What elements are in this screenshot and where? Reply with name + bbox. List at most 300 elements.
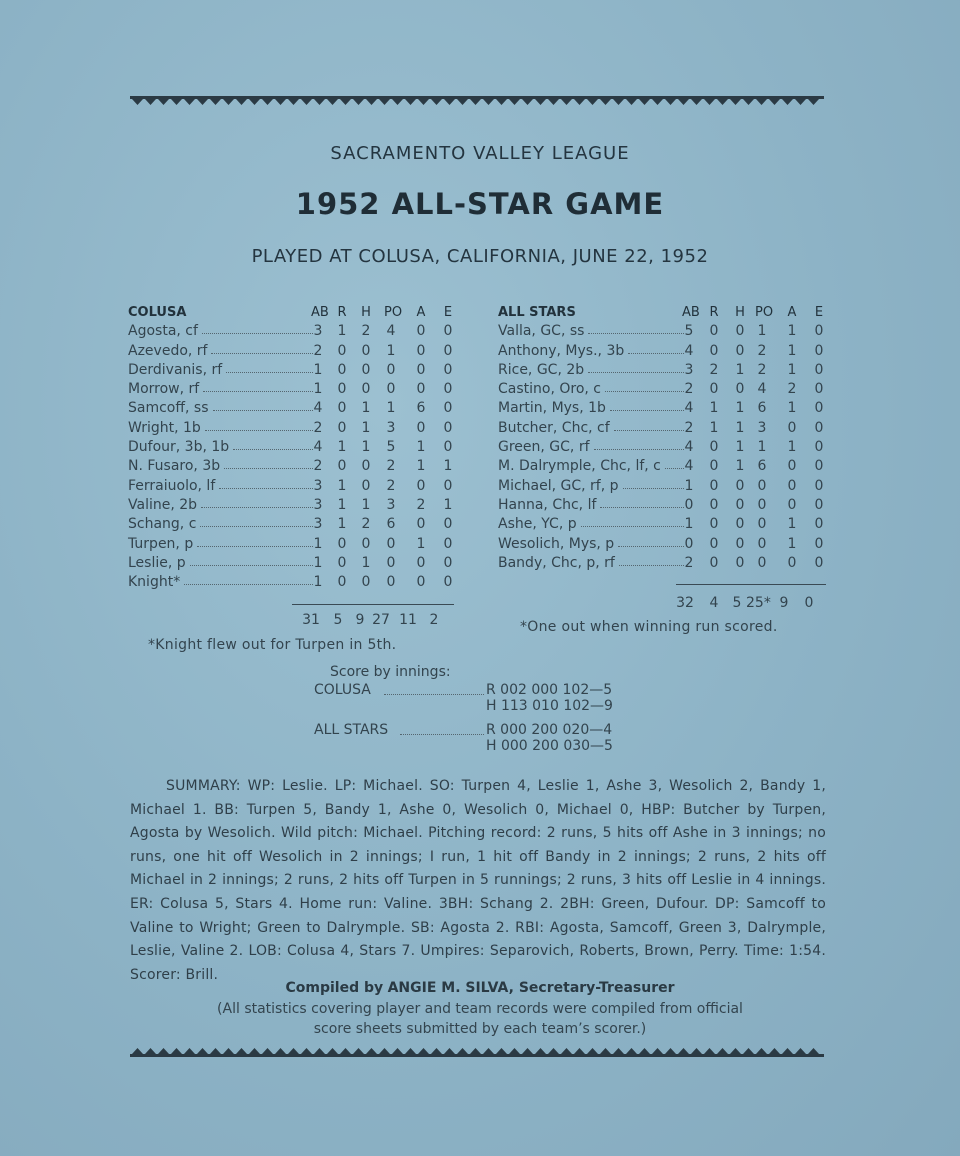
rule-triangle [301, 99, 312, 105]
player-row [498, 342, 832, 361]
stat-a: 0 [787, 477, 797, 494]
allstars-header-row [498, 303, 832, 322]
rule-triangle [431, 1048, 442, 1054]
stat-h: 1 [361, 496, 371, 513]
rule-triangle [782, 1048, 793, 1054]
player-name: Anthony, Mys., 3b [498, 342, 625, 359]
rule-triangle [574, 1048, 585, 1054]
stat-po: 0 [386, 574, 396, 591]
stat-h: 0 [735, 323, 745, 340]
stat-po: 0 [386, 361, 396, 378]
rule-triangle [184, 1048, 195, 1054]
player-row [498, 322, 832, 341]
player-row [498, 438, 832, 457]
rule-triangle [470, 1048, 481, 1054]
stat-r: 1 [337, 496, 347, 513]
dot-leader [205, 430, 313, 431]
stat-ab: 0 [684, 535, 694, 552]
rule-triangle [717, 1048, 728, 1054]
rule-triangle [158, 99, 169, 105]
player-name: Butcher, Chc, cf [498, 419, 610, 436]
stat-e: 0 [443, 361, 453, 378]
dot-leader [588, 372, 684, 373]
player-row [128, 380, 458, 399]
stat-r: 0 [709, 323, 719, 340]
stat-h: 0 [735, 477, 745, 494]
stat-h: 0 [361, 458, 371, 475]
rule-triangle [197, 99, 208, 105]
dot-leader [226, 372, 313, 373]
dot-leader [213, 410, 313, 411]
dot-leader [619, 565, 684, 566]
stat-h: 0 [735, 516, 745, 533]
stat-ab: 2 [313, 419, 323, 436]
rule-triangle [808, 1048, 819, 1054]
dot-leader [190, 565, 313, 566]
rule-triangle [288, 99, 299, 105]
allstars-box-score [498, 303, 832, 573]
player-row [498, 535, 832, 554]
stat-r: 1 [337, 323, 347, 340]
stat-po: 1 [386, 400, 396, 417]
player-row [128, 438, 458, 457]
player-row [128, 573, 458, 592]
dot-leader [184, 584, 313, 585]
stat-a: 1 [787, 342, 797, 359]
stat-r: 0 [337, 400, 347, 417]
stat-e: 0 [443, 439, 453, 456]
player-row [498, 361, 832, 380]
player-name: Agosta, cf [128, 323, 198, 340]
rule-triangle [483, 99, 494, 105]
stat-a: 2 [787, 381, 797, 398]
player-name: Derdivanis, rf [128, 361, 223, 378]
player-name: Martin, Mys, 1b [498, 400, 606, 417]
dot-leader [233, 449, 313, 450]
stat-ab: 1 [313, 574, 323, 591]
player-name: Leslie, p [128, 554, 186, 571]
dot-leader [610, 410, 684, 411]
rule-triangle [587, 1048, 598, 1054]
total-ab: 32 [676, 595, 694, 611]
rule-triangle [210, 1048, 221, 1054]
stat-ab: 4 [684, 400, 694, 417]
stat-a: 1 [787, 400, 797, 417]
dot-leader [594, 449, 684, 450]
stat-ab: 3 [313, 496, 323, 513]
dot-leader [211, 353, 313, 354]
stat-e: 0 [443, 477, 453, 494]
rule-triangle [236, 1048, 247, 1054]
score-by-innings-table [314, 682, 654, 754]
column-header-ab: AB [311, 305, 329, 320]
stat-po: 2 [386, 477, 396, 494]
stat-po: 2 [757, 361, 767, 378]
dot-leader [200, 526, 313, 527]
summary-text: SUMMARY: WP: Leslie. LP: Michael. SO: Turpen 4, Leslie 1, Ashe 3, Wesolich 2, Bandy 1, Michael 1. BB: Turpen 5, Bandy 1, Ashe 0, Wesolich 0, Michael 0, HBP: Butcher by Turpen, Agosta by Wesolich. Wild pitch: Michael. Pitching record: 2 runs, 5 hits off Ashe in 3 innings; no runs, one hit off Wesolich in 2 innings; I run, 1 hit off Bandy in 2 innings; 2 runs, 2 hits off Michael in 2 innings; 2 runs, 2 hits off Turpen in 5 runnings; 2 runs, 3 hits off Leslie in 4 innings. ER: Colusa 5, Stars 4. Home run: Valine. 3BH: Schang 2. 2BH: Green, Dufour. DP: Samcoff to Valine to Wright; Green to Dalrymple. SB: Agosta 2. RBI: Agosta, Samcoff, Green 3, Dalrymple, Leslie, Valine 2. LOB: Colusa 4, Stars 7. Umpires: Separovich, Roberts, Brown, Perry. Time: 1:54. Scorer: Brill. [130, 778, 826, 983]
stat-r: 0 [337, 381, 347, 398]
stat-r: 2 [709, 361, 719, 378]
stat-a: 1 [787, 535, 797, 552]
rule-triangle [197, 1048, 208, 1054]
rule-triangle [171, 99, 182, 105]
rule-triangle [561, 99, 572, 105]
stat-e: 0 [443, 419, 453, 436]
stat-ab: 1 [313, 554, 323, 571]
rule-triangle [522, 99, 533, 105]
stat-r: 0 [709, 381, 719, 398]
stat-ab: 4 [313, 439, 323, 456]
rule-triangle [314, 99, 325, 105]
total-a: 9 [779, 595, 789, 611]
player-row [498, 419, 832, 438]
player-row [498, 496, 832, 515]
rule-triangle [795, 99, 806, 105]
stat-po: 3 [386, 419, 396, 436]
rule-triangle [704, 1048, 715, 1054]
stat-h: 0 [735, 342, 745, 359]
rule-triangle [509, 99, 520, 105]
column-header-r: R [709, 305, 719, 320]
player-name: Knight* [128, 574, 181, 591]
player-row [128, 554, 458, 573]
stat-a: 0 [416, 554, 426, 571]
rule-triangle [717, 99, 728, 105]
rule-triangle [678, 99, 689, 105]
stat-h: 1 [735, 458, 745, 475]
player-name: Hanna, Chc, lf [498, 496, 597, 513]
rule-triangle [444, 99, 455, 105]
stat-h: 0 [361, 342, 371, 359]
stat-ab: 4 [684, 458, 694, 475]
total-r: 5 [333, 612, 343, 628]
rule-triangle [353, 99, 364, 105]
player-name: Turpen, p [128, 535, 194, 552]
rule-triangle [236, 99, 247, 105]
rule-triangle [184, 99, 195, 105]
stat-e: 0 [443, 574, 453, 591]
colusa-box-score [128, 303, 458, 592]
stat-a: 1 [787, 361, 797, 378]
statistics-note [0, 999, 960, 1039]
player-name: Bandy, Chc, p, rf [498, 554, 615, 571]
stat-ab: 3 [684, 361, 694, 378]
player-name: Valla, GC, ss [498, 323, 585, 340]
stat-e: 0 [443, 535, 453, 552]
stat-e: 0 [443, 516, 453, 533]
player-row [128, 361, 458, 380]
rule-triangle [457, 1048, 468, 1054]
column-header-po: PO [755, 305, 774, 320]
rule-triangle [379, 99, 390, 105]
stat-r: 0 [709, 439, 719, 456]
stat-e: 0 [443, 381, 453, 398]
stat-a: 1 [416, 439, 426, 456]
stat-po: 0 [757, 535, 767, 552]
rule-triangle [743, 1048, 754, 1054]
player-name: Castino, Oro, c [498, 381, 601, 398]
colusa-footnote: *Knight flew out for Turpen in 5th. [148, 637, 397, 653]
stat-a: 0 [416, 342, 426, 359]
dot-leader [588, 333, 684, 334]
stat-a: 1 [787, 323, 797, 340]
stat-h: 2 [361, 516, 371, 533]
stat-e: 0 [443, 342, 453, 359]
rule-triangle [366, 99, 377, 105]
player-name: Ferraiuolo, lf [128, 477, 216, 494]
stat-r: 0 [709, 535, 719, 552]
stat-a: 2 [416, 496, 426, 513]
dot-leader [623, 488, 684, 489]
column-header-e: E [814, 305, 824, 320]
score-team-name: ALL STARS [314, 722, 389, 738]
rule-triangle [340, 1048, 351, 1054]
total-h: 5 [732, 595, 742, 611]
rule-triangle [600, 99, 611, 105]
statistics-note-line-1: (All statistics covering player and team records were compiled from official [217, 1001, 743, 1017]
rule-triangle [275, 99, 286, 105]
player-name: Morrow, rf [128, 381, 200, 398]
dot-leader [197, 546, 313, 547]
rule-triangle [418, 99, 429, 105]
stat-a: 0 [787, 554, 797, 571]
stat-e: 0 [814, 361, 824, 378]
stat-ab: 2 [684, 419, 694, 436]
stat-e: 0 [814, 496, 824, 513]
rule-triangle [730, 99, 741, 105]
stat-r: 0 [709, 342, 719, 359]
rule-triangle [574, 99, 585, 105]
stat-a: 1 [787, 516, 797, 533]
stat-po: 0 [757, 554, 767, 571]
stat-ab: 2 [684, 554, 694, 571]
rule-triangle [652, 99, 663, 105]
rule-triangle [171, 1048, 182, 1054]
stat-e: 0 [814, 516, 824, 533]
stat-h: 0 [735, 496, 745, 513]
score-dot-leader [400, 734, 484, 735]
stat-a: 6 [416, 400, 426, 417]
player-row [128, 342, 458, 361]
rule-triangle [600, 1048, 611, 1054]
rule-triangle [691, 1048, 702, 1054]
player-row [498, 399, 832, 418]
stat-r: 0 [337, 361, 347, 378]
stat-h: 0 [361, 381, 371, 398]
stat-e: 0 [443, 554, 453, 571]
stat-a: 0 [416, 381, 426, 398]
dot-leader [618, 546, 684, 547]
score-dot-leader [384, 694, 484, 695]
stat-e: 0 [814, 381, 824, 398]
rule-triangle [210, 99, 221, 105]
team-name: ALL STARS [498, 305, 576, 320]
stat-ab: 2 [313, 458, 323, 475]
rule-triangle [444, 1048, 455, 1054]
rule-triangle [327, 1048, 338, 1054]
stat-ab: 3 [313, 323, 323, 340]
rule-triangle [262, 99, 273, 105]
stat-r: 0 [709, 477, 719, 494]
rule-triangle [730, 1048, 741, 1054]
player-row [128, 457, 458, 476]
player-name: Valine, 2b [128, 496, 198, 513]
score-runs-line: R 002 000 102—5 [486, 682, 613, 698]
score-runs-line: R 000 200 020—4 [486, 722, 613, 738]
rule-triangle [691, 99, 702, 105]
rule-triangle [743, 99, 754, 105]
player-name: Wright, 1b [128, 419, 201, 436]
bottom-decorative-rule [130, 1044, 824, 1060]
stat-h: 1 [735, 419, 745, 436]
rule-triangle [392, 99, 403, 105]
rule-triangle [548, 99, 559, 105]
total-r: 4 [709, 595, 719, 611]
player-name: Schang, c [128, 516, 197, 533]
stat-a: 0 [416, 574, 426, 591]
stat-a: 0 [416, 516, 426, 533]
stat-h: 0 [361, 361, 371, 378]
dot-leader [202, 333, 313, 334]
column-header-r: R [337, 305, 347, 320]
rule-triangle [262, 1048, 273, 1054]
stat-r: 0 [709, 516, 719, 533]
total-e: 0 [804, 595, 814, 611]
rule-triangle [769, 1048, 780, 1054]
stat-r: 0 [337, 419, 347, 436]
stat-po: 1 [757, 439, 767, 456]
player-name: Rice, GC, 2b [498, 361, 585, 378]
score-hits-line: H 000 200 030—5 [486, 738, 613, 754]
stat-r: 1 [337, 439, 347, 456]
total-e: 2 [429, 612, 439, 628]
rule-line [130, 96, 824, 99]
stat-po: 6 [386, 516, 396, 533]
stat-h: 0 [361, 574, 371, 591]
stat-h: 0 [735, 535, 745, 552]
team-name: COLUSA [128, 305, 187, 320]
rule-triangle [275, 1048, 286, 1054]
rule-triangle [535, 99, 546, 105]
column-header-h: H [735, 305, 745, 320]
compiled-by [0, 980, 960, 996]
column-header-e: E [443, 305, 453, 320]
stat-po: 0 [386, 381, 396, 398]
stat-po: 0 [757, 496, 767, 513]
compiled-by-label: Compiled by [285, 980, 384, 996]
stat-po: 4 [757, 381, 767, 398]
rule-triangle [756, 1048, 767, 1054]
rule-triangle [496, 1048, 507, 1054]
colusa-total-line [292, 604, 454, 605]
stat-ab: 1 [313, 381, 323, 398]
stat-h: 1 [361, 439, 371, 456]
stat-r: 1 [709, 419, 719, 436]
rule-triangle [327, 99, 338, 105]
stat-h: 2 [361, 323, 371, 340]
stat-h: 1 [735, 400, 745, 417]
stat-ab: 1 [684, 516, 694, 533]
rule-triangle [769, 99, 780, 105]
dot-leader [203, 391, 313, 392]
total-po: 27 [372, 612, 390, 628]
column-header-po: PO [384, 305, 403, 320]
stat-a: 1 [416, 535, 426, 552]
player-row [128, 477, 458, 496]
stat-po: 2 [757, 342, 767, 359]
total-ab: 31 [302, 612, 320, 628]
game-location-date: PLAYED AT COLUSA, CALIFORNIA, JUNE 22, 1952 [251, 246, 709, 267]
dot-leader [201, 507, 313, 508]
stat-ab: 4 [684, 342, 694, 359]
stat-h: 1 [361, 419, 371, 436]
rule-triangle [158, 1048, 169, 1054]
stat-a: 0 [416, 361, 426, 378]
rule-triangle [613, 99, 624, 105]
score-by-innings-heading: Score by innings: [330, 664, 451, 680]
stat-a: 0 [787, 419, 797, 436]
rule-triangle [223, 1048, 234, 1054]
player-row [128, 322, 458, 341]
rule-triangle [782, 99, 793, 105]
stat-a: 1 [787, 439, 797, 456]
score-team-name: COLUSA [314, 682, 371, 698]
stat-r: 1 [337, 477, 347, 494]
stat-r: 1 [337, 516, 347, 533]
stat-r: 0 [337, 554, 347, 571]
stat-e: 0 [814, 400, 824, 417]
stat-h: 1 [735, 361, 745, 378]
stat-po: 0 [757, 477, 767, 494]
stat-e: 0 [443, 400, 453, 417]
stat-ab: 4 [684, 439, 694, 456]
rule-triangle [626, 99, 637, 105]
player-row [498, 515, 832, 534]
stat-r: 0 [337, 458, 347, 475]
rule-triangle [522, 1048, 533, 1054]
rule-triangle [379, 1048, 390, 1054]
stat-po: 0 [757, 516, 767, 533]
rule-triangle [145, 1048, 156, 1054]
rule-triangle [548, 1048, 559, 1054]
stat-a: 0 [787, 496, 797, 513]
rule-triangle [431, 99, 442, 105]
player-name: Azevedo, rf [128, 342, 208, 359]
rule-triangle [132, 1048, 143, 1054]
dot-leader [614, 430, 684, 431]
rule-triangle [535, 1048, 546, 1054]
stat-e: 0 [814, 323, 824, 340]
stat-r: 0 [337, 342, 347, 359]
rule-triangle [639, 99, 650, 105]
column-header-a: A [787, 305, 797, 320]
stat-e: 0 [814, 419, 824, 436]
player-row [128, 419, 458, 438]
total-a: 11 [399, 612, 417, 628]
stat-po: 4 [386, 323, 396, 340]
player-name: Dufour, 3b, 1b [128, 439, 230, 456]
stat-a: 0 [416, 419, 426, 436]
rule-triangle [639, 1048, 650, 1054]
stat-h: 1 [361, 400, 371, 417]
stat-ab: 1 [313, 535, 323, 552]
rule-triangle [405, 1048, 416, 1054]
stat-e: 1 [443, 496, 453, 513]
player-name: M. Dalrymple, Chc, lf, c [498, 458, 661, 475]
dot-leader [605, 391, 684, 392]
stat-po: 1 [386, 342, 396, 359]
rule-triangle [418, 1048, 429, 1054]
